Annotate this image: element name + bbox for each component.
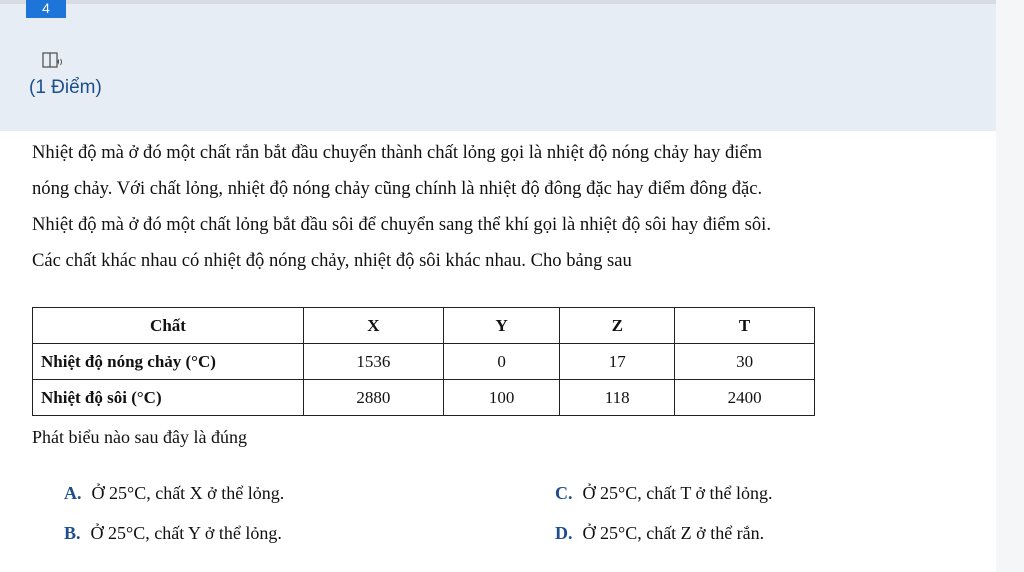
option-a[interactable] (64, 483, 284, 504)
melting-boiling-table (32, 307, 815, 416)
question-points: (1 Điểm) (29, 77, 102, 98)
table-header-cell: Z (560, 308, 675, 344)
paragraph-line: Nhiệt độ mà ở đó một chất rắn bắt đầu chuyển thành chất lỏng gọi là nhiệt độ nóng chảy hay điểm (32, 142, 763, 163)
question-content (0, 131, 996, 572)
option-text: Ở 25°C, chất Z ở thể rắn. (582, 523, 765, 543)
table-row-label: Nhiệt độ sôi (°C) (33, 380, 304, 416)
option-b[interactable] (64, 523, 282, 544)
option-letter: A. (64, 483, 82, 503)
question-prompt: Phát biểu nào sau đây là đúng (32, 427, 247, 447)
table-row (33, 344, 815, 380)
option-text: Ở 25°C, chất X ở thể lỏng. (91, 483, 285, 503)
option-c[interactable] (555, 483, 773, 504)
option-letter: B. (64, 523, 81, 543)
table-header-cell: X (304, 308, 444, 344)
table-header-cell: Chất (33, 308, 304, 344)
option-letter: C. (555, 483, 573, 503)
question-number-badge: 4 (26, 0, 66, 18)
paragraph-line: Nhiệt độ mà ở đó một chất lỏng bắt đầu sôi để chuyển sang thể khí gọi là nhiệt độ sôi hay điểm sôi. (32, 214, 771, 235)
paragraph-line: Các chất khác nhau có nhiệt độ nóng chảy, nhiệt độ sôi khác nhau. Cho bảng sau (32, 250, 632, 271)
table-cell: 1536 (304, 344, 444, 380)
right-margin (996, 0, 1024, 572)
table-cell: 118 (560, 380, 675, 416)
table-cell: 30 (675, 344, 815, 380)
table-cell: 100 (443, 380, 560, 416)
table-cell: 17 (560, 344, 675, 380)
table-cell: 0 (443, 344, 560, 380)
option-letter: D. (555, 523, 573, 543)
table-cell: 2400 (675, 380, 815, 416)
table-header-cell: Y (443, 308, 560, 344)
table-cell: 2880 (304, 380, 444, 416)
top-divider (0, 0, 1024, 4)
table-row (33, 380, 815, 416)
option-d[interactable] (555, 523, 764, 544)
table-header-cell: T (675, 308, 815, 344)
option-text: Ở 25°C, chất Y ở thể lỏng. (90, 523, 282, 543)
option-text: Ở 25°C, chất T ở thể lỏng. (582, 483, 773, 503)
immersive-reader-icon[interactable] (42, 52, 64, 70)
table-header-row (33, 308, 815, 344)
table-row-label: Nhiệt độ nóng chảy (°C) (33, 344, 304, 380)
paragraph-line: nóng chảy. Với chất lỏng, nhiệt độ nóng chảy cũng chính là nhiệt độ đông đặc hay điểm đông đặc. (32, 178, 763, 199)
question-paragraph (32, 135, 972, 279)
